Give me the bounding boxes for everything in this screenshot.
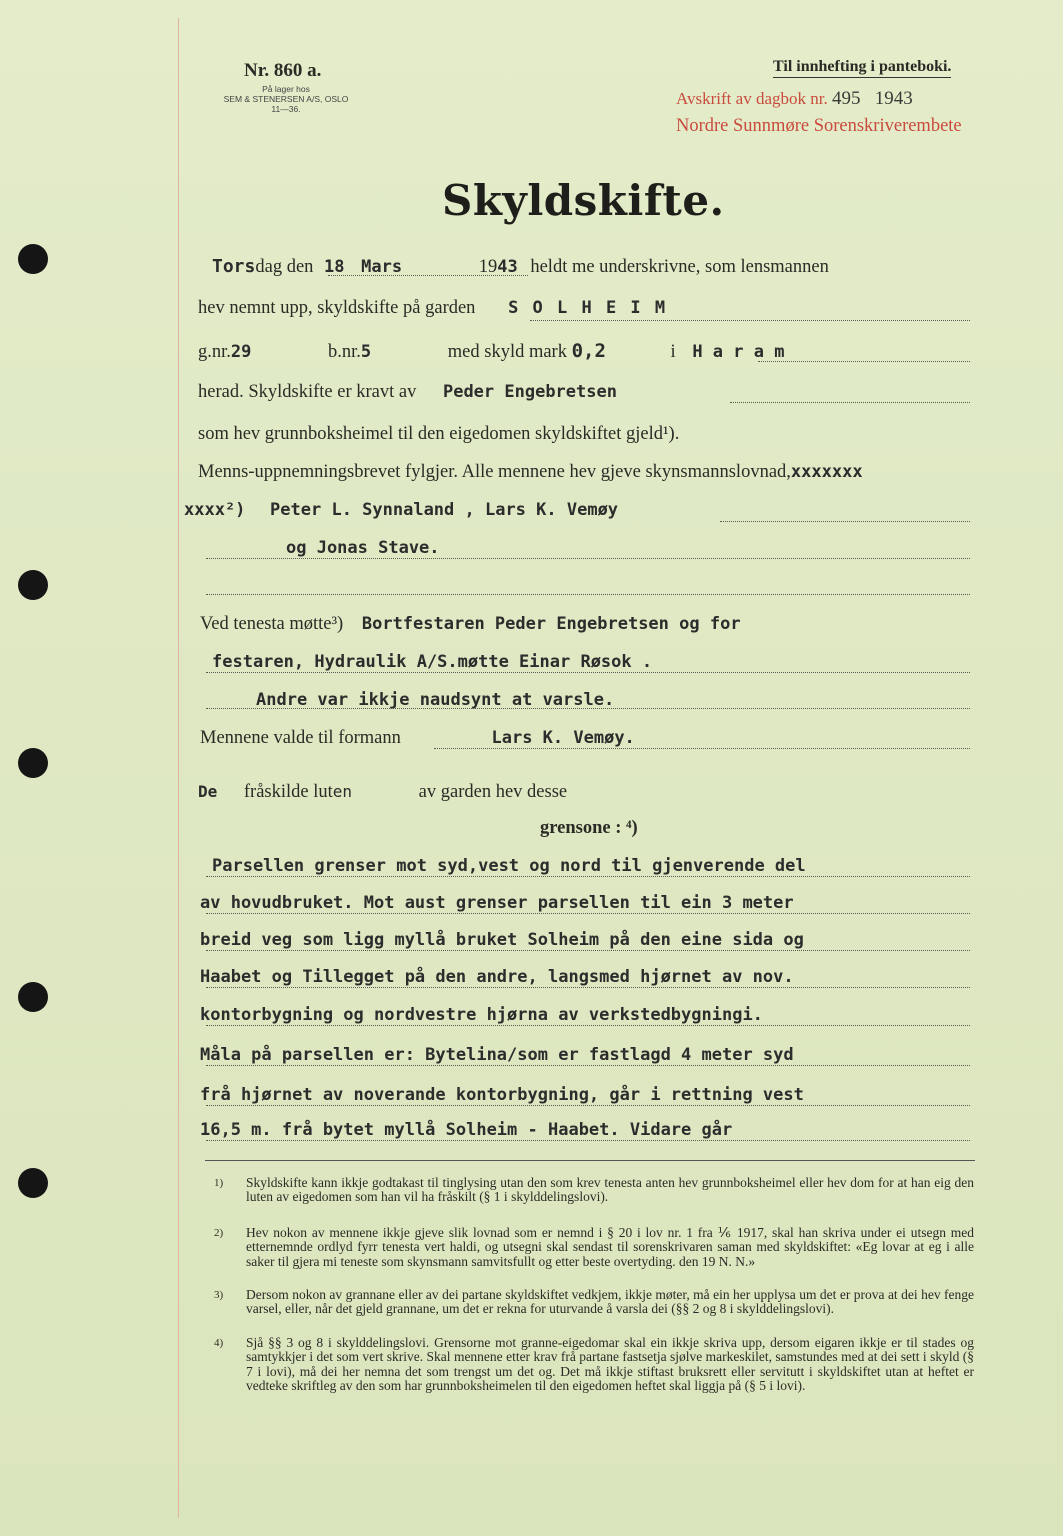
fill-rule: [206, 708, 970, 709]
stamp-number: 495: [831, 88, 861, 109]
footnote-number: 1): [214, 1177, 224, 1189]
line9-text: Ved tenesta møtte³): [200, 614, 344, 634]
fill-rule: [206, 987, 970, 988]
form-line-10: [212, 652, 652, 673]
fill-rule: [720, 521, 970, 522]
printer-line: På lager hos: [262, 84, 310, 94]
fill-rule: [206, 594, 970, 595]
body-line: 16,5 m. frå bytet myllå Solheim - Haabet. Vidare går: [200, 1120, 733, 1140]
body-line: Haabet og Tillegget på den andre, langsmed hjørnet av nov.: [200, 967, 794, 987]
punch-hole: [18, 748, 48, 778]
body-line: breid veg som ligg myllå bruket Solheim på den eine sida og: [200, 930, 804, 950]
fill-rule: [206, 1025, 970, 1026]
line4-text: herad. Skyldskifte er kravt av: [198, 382, 417, 402]
notice-note: Andre var ikkje naudsynt at varsle.: [256, 690, 615, 710]
struck-text: xxxx²): [184, 500, 246, 520]
form-line-12: [200, 728, 635, 749]
document-title: Skyldskifte.: [442, 176, 725, 225]
attendees-cont: festaren, Hydraulik A/S.møtte Einar Røsok .: [212, 652, 653, 672]
form-line-4: [198, 382, 617, 403]
form-line-8: [286, 538, 440, 559]
body-line: kontorbygning og nordvestre hjørna av verkstedbygningi.: [200, 1005, 763, 1025]
de: De: [198, 782, 218, 801]
fill-rule: [206, 558, 970, 559]
gnr: 29: [230, 342, 252, 362]
footnote-text: Sjå §§ 3 og 8 i skylddelingslovi. Grensorne mot granne-eigedomar skal ein ikkje skriva upp, dersom eigaren ikkje er til stades og samtykkjer i det som vert skrive. Skal mennene etter krav frå partane fastsetja sjølve markeskilet, samstundes med at dei sett i skyld (§ 7 i lovi), må dei her nemna det som trengst um det og. Det må ikkje stiftast bruksrett eller servitutt i skyldskiftet utan at heftet er vedteke skriftleg av den som har grunnboksheimelen til den eigedomen heftet skal liggja på (§ 5 i lovi).: [246, 1335, 974, 1393]
form-number: Nr. 860 a.: [244, 60, 322, 81]
fill-rule: [328, 275, 528, 276]
year-prefix: 19: [478, 257, 498, 277]
body-line: Måla på parsellen er: Bytelina/som er fastlagd 4 meter syd: [200, 1045, 794, 1065]
skyld-label: med skyld mark: [447, 342, 567, 362]
herad-name: H a r a m: [692, 342, 785, 362]
form-line-6: [198, 462, 863, 483]
punch-hole: [18, 570, 48, 600]
stamp-office: Nordre Sunnmøre Sorenskriverembete: [676, 116, 962, 136]
form-line-3: [198, 340, 784, 363]
footnote-number: 4): [214, 1337, 224, 1349]
skyld: 0,2: [571, 340, 606, 362]
form-line-14: grensone : ⁴): [540, 818, 638, 838]
form-line-7: [184, 500, 618, 521]
margin-line: [178, 18, 179, 1518]
footnote-number: 2): [214, 1227, 224, 1239]
fill-rule: [206, 950, 970, 951]
appraisers-cont: og Jonas Stave.: [286, 538, 440, 558]
fill-rule: [206, 913, 970, 914]
bnr-label: b.nr.: [328, 342, 361, 362]
punch-hole: [18, 1168, 48, 1198]
printer-line: SEM & STENERSEN A/S, OSLO: [223, 94, 349, 104]
punch-hole: [18, 982, 48, 1012]
stamp-prefix: Avskrift av dagbok nr.: [676, 89, 828, 108]
line2-text: hev nemnt upp, skyldskifte på garden: [198, 298, 476, 318]
fill-rule: [206, 876, 970, 877]
fill-rule: [758, 361, 970, 362]
fill-rule: [434, 748, 970, 749]
chairman: Lars K. Vemøy.: [491, 728, 635, 748]
fill-rule: [206, 1065, 970, 1066]
form-line-9: [200, 614, 741, 635]
fill-rule: [206, 1140, 970, 1141]
year: 43: [497, 257, 518, 277]
day: 18: [324, 257, 345, 277]
appraisers: Peter L. Synnaland , Lars K. Vemøy: [270, 500, 619, 520]
binding-note: Til innhefting i panteboki.: [773, 58, 951, 78]
weekday: Tors: [212, 256, 256, 277]
bnr: 5: [360, 342, 372, 362]
line13-text1: fråskilde lut: [243, 782, 333, 802]
stamp-year: 1943: [874, 88, 913, 109]
form-line-2: [198, 298, 667, 319]
body-line: av hovudbruket. Mot aust grenser parsellen til ein 3 meter: [200, 893, 794, 913]
form-line-13: [198, 782, 567, 803]
line6-text: Menns-uppnemningsbrevet fylgjer. Alle mennene hev gjeve skynsmannslovnad,: [198, 462, 791, 482]
punch-hole: [18, 244, 48, 274]
body-line: Parsellen grenser mot syd,vest og nord til gjenverende del: [212, 856, 806, 876]
footnote-text: Skyldskifte kann ikkje godtakast til tinglysing utan den som krev tenesta anten hev grunnboksheimel eller hev dom for at han eig den luten av eigedomen som han vil ha fråskilt (§ 1 i skylddelingslovi).: [246, 1175, 974, 1205]
line12-text: Mennene valde til formann: [200, 728, 401, 748]
printer-line: 11—36.: [271, 104, 301, 114]
line1-text: heldt me underskrivne, som lensmannen: [530, 257, 829, 277]
fill-rule: [206, 1105, 970, 1106]
attendees: Bortfestaren Peder Engebretsen og for: [361, 614, 741, 634]
gnr-label: g.nr.: [198, 342, 231, 362]
footnote-text: Dersom nokon av grannane eller av dei partane skyldskiftet vedkjem, ikkje møter, må ein her upplysa um det er prova at dei hev fenge varsel, eller, når det gjeld grannane, um det er rekna for uturvande å varsla dei (§§ 2 og 8 i skylddelingslovi).: [246, 1287, 974, 1317]
label-dag-den: dag den: [255, 257, 314, 277]
struck-text: xxxxxxx: [790, 462, 863, 482]
fill-rule: [206, 672, 970, 673]
body-line: frå hjørnet av noverande kontorbygning, går i rettning vest: [200, 1085, 804, 1105]
printer-info: [206, 84, 366, 114]
fill-rule: [730, 402, 970, 403]
footnote-text: Hev nokon av mennene ikkje gjeve slik lovnad som er nemnd i § 20 i lov nr. 1 fra ⅙ 1917, skal han skriva under ei utsegn med etternemnde ordlyd fyrr tenesta vert haldi, og utsegni skal sendast til sorenskrivaren saman med skyldskiftet: «Eg lovar at eg i alle saker til gjera mi teneste som skynsmann samvitsfullt og etter beste overtyding. den 19 N. N.»: [246, 1225, 974, 1269]
i-label: i: [670, 342, 676, 362]
farm-name: S O L H E I M: [508, 298, 668, 318]
typed-en: en: [332, 782, 353, 801]
claimant: Peder Engebretsen: [442, 382, 617, 402]
footnote-number: 3): [214, 1289, 224, 1301]
line13-text2: av garden hev desse: [418, 782, 568, 802]
registry-stamp: [676, 88, 913, 110]
footnote-divider: [205, 1160, 975, 1161]
form-line-5: som hev grunnboksheimel til den eigedomen skyldskiftet gjeld¹).: [198, 424, 680, 444]
fill-rule: [530, 320, 970, 321]
month: Mars: [361, 257, 403, 277]
